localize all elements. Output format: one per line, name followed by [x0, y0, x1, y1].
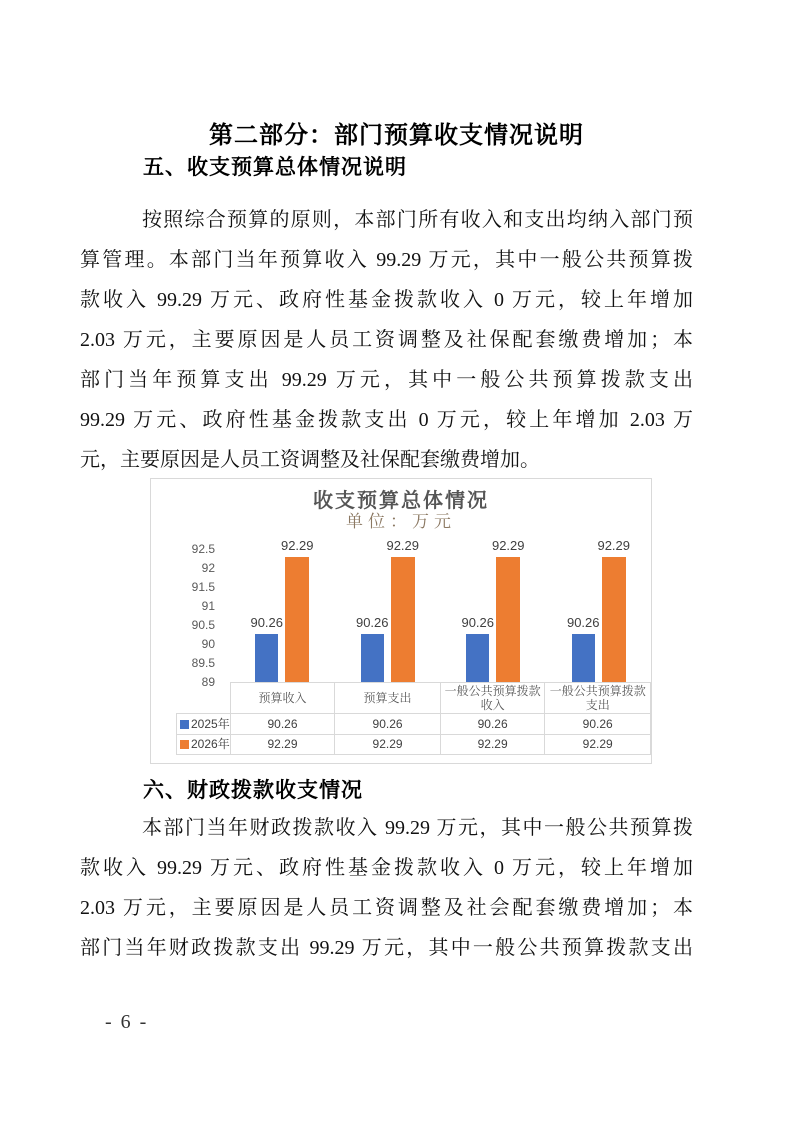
y-axis-tick-label: 91.5: [191, 580, 215, 594]
legend-key-swatch: [180, 720, 189, 729]
value-cell: 92.29: [545, 735, 651, 755]
legend-cell: [177, 735, 231, 755]
bar-2026年-一般公共预算拨款支出: [602, 557, 626, 682]
y-axis-tick-label: 92.5: [191, 542, 215, 556]
bar-value-label: 92.29: [491, 537, 525, 553]
bar-2026年-预算支出: [391, 557, 415, 682]
paragraph-line: 本部门当年财政拨款收入 99.29 万元，其中一般公共预算拨: [142, 817, 693, 839]
legend-key-swatch: [180, 740, 189, 749]
table-header-row: [177, 683, 651, 714]
value-cell: 92.29: [440, 735, 545, 755]
section-heading-five: 五、收支预算总体情况说明: [143, 156, 407, 179]
paragraph-line: 算管理。本部门当年预算收入 99.29 万元，其中一般公共预算拨: [80, 249, 693, 271]
bar-value-label: 90.26: [250, 615, 284, 631]
chart-unit-label: 单位：万元: [346, 512, 456, 531]
bar-2026年-预算收入: [285, 557, 309, 682]
paragraph-budget-overview: [80, 200, 693, 480]
table-row: [177, 714, 651, 735]
paragraph-line: 款收入 99.29 万元、政府性基金拨款收入 0 万元，较上年增加: [80, 289, 693, 311]
value-cell: 92.29: [335, 735, 441, 755]
section-heading-six: 六、财政拨款收支情况: [143, 779, 363, 802]
bar-2025年-一般公共预算拨款支出: [572, 634, 595, 682]
paragraph-line: 2.03 万元，主要原因是人员工资调整及社保配套缴费增加；本: [80, 329, 693, 351]
table-row: [177, 735, 651, 755]
page-number: - 6 -: [105, 1011, 149, 1033]
bar-2025年-预算支出: [361, 634, 384, 682]
value-cell: 90.26: [230, 714, 335, 735]
y-axis-tick-label: 90.5: [191, 618, 215, 632]
paragraph-line: 按照综合预算的原则，本部门所有收入和支出均纳入部门预: [142, 209, 693, 231]
bar-value-label: 92.29: [597, 537, 631, 553]
paragraph-line: 部门当年财政拨款支出 99.29 万元，其中一般公共预算拨款支出: [80, 937, 693, 959]
value-cell: 90.26: [335, 714, 441, 735]
value-cell: 90.26: [440, 714, 545, 735]
bar-value-label: 90.26: [355, 615, 389, 631]
bar-value-label: 92.29: [280, 537, 314, 553]
bar-value-label: 90.26: [566, 615, 600, 631]
legend-series-name: 2025年: [191, 717, 230, 731]
budget-bar-chart: [150, 478, 652, 764]
bar-value-label: 90.26: [461, 615, 495, 631]
bar-2025年-预算收入: [255, 634, 278, 682]
paragraph-line: 元，主要原因是人员工资调整及社保配套缴费增加。: [80, 449, 540, 471]
y-axis-tick-label: 91: [201, 599, 215, 613]
legend-cell: [177, 714, 231, 735]
paragraph-line: 款收入 99.29 万元、政府性基金拨款收入 0 万元，较上年增加: [80, 857, 693, 879]
y-axis-tick-label: 89: [201, 675, 215, 689]
paragraph-line: 2.03 万元，主要原因是人员工资调整及社会配套缴费增加；本: [80, 897, 693, 919]
value-cell: 90.26: [545, 714, 651, 735]
paragraph-line: 99.29 万元、政府性基金拨款支出 0 万元，较上年增加 2.03 万: [80, 409, 693, 431]
bar-2025年-一般公共预算拨款收入: [466, 634, 489, 682]
chart-title: 收支预算总体情况: [313, 490, 489, 512]
page-title: 第二部分：部门预算收支情况说明: [209, 123, 584, 149]
category-header-cell: 预算支出: [335, 683, 441, 714]
category-header-cell: 预算收入: [230, 683, 335, 714]
y-axis-tick-label: 92: [201, 561, 215, 575]
paragraph-line: 部门当年预算支出 99.29 万元，其中一般公共预算拨款支出: [80, 369, 693, 391]
category-header-cell: 一般公共预算拨款支出: [545, 683, 651, 714]
y-axis-tick-label: 89.5: [191, 656, 215, 670]
y-axis-tick-label: 90: [201, 637, 215, 651]
legend-series-name: 2026年: [191, 737, 230, 751]
paragraph-fiscal-appropriation: [80, 808, 693, 968]
bar-2026年-一般公共预算拨款收入: [496, 557, 520, 682]
chart-data-table: [176, 682, 651, 755]
value-cell: 92.29: [230, 735, 335, 755]
category-header-cell: 一般公共预算拨款收入: [440, 683, 545, 714]
bar-value-label: 92.29: [386, 537, 420, 553]
